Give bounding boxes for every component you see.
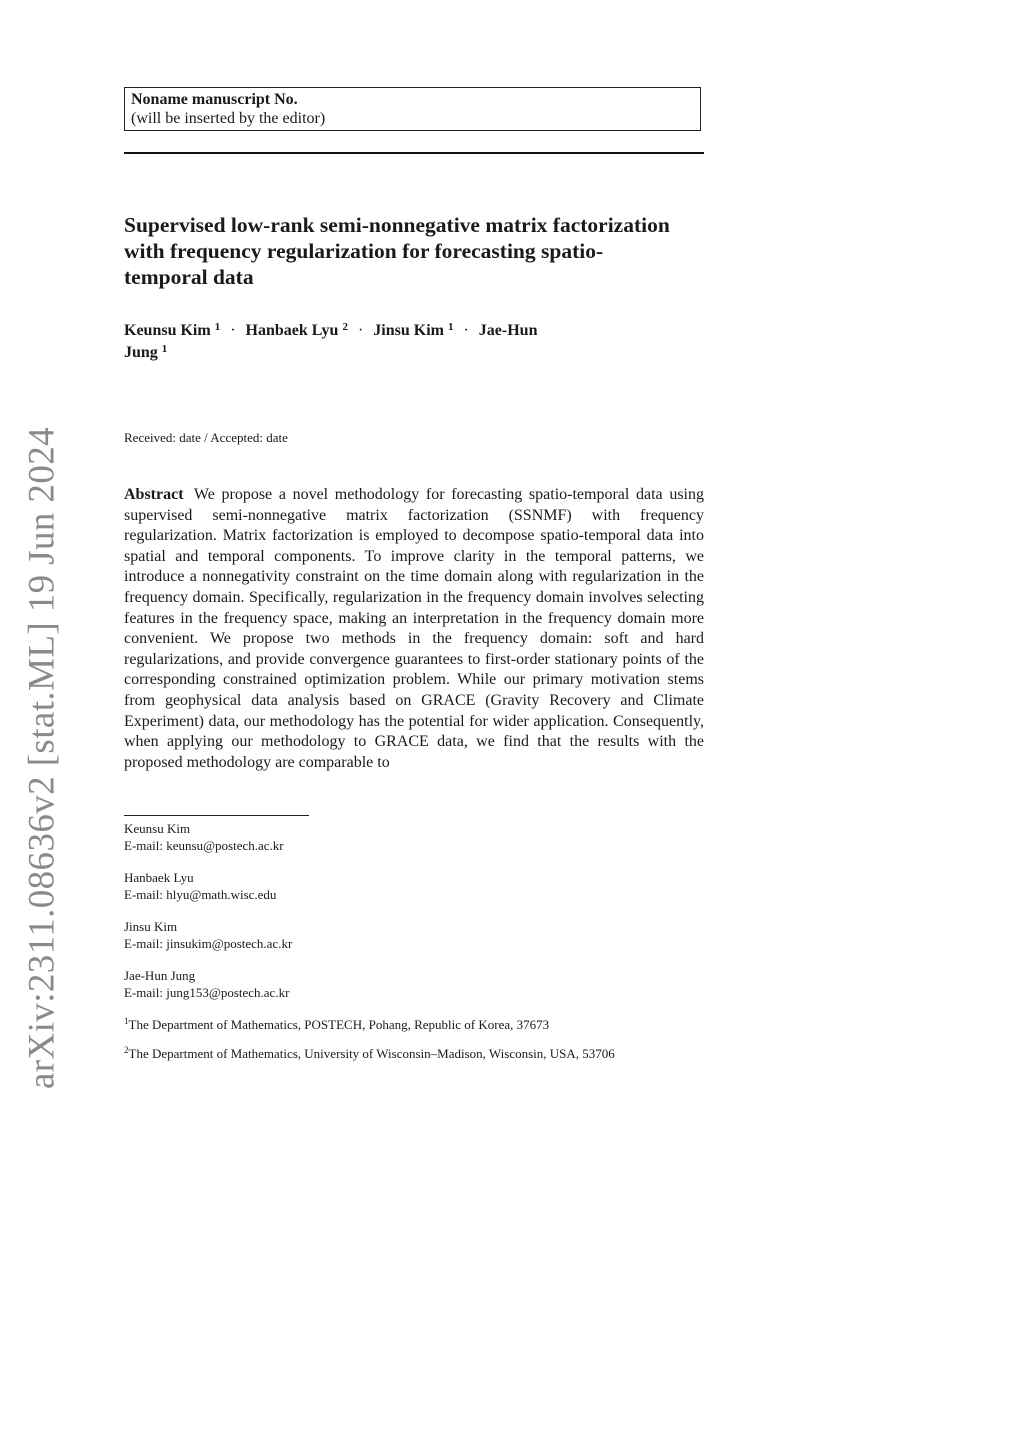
manuscript-label: Noname manuscript No. [131,91,298,108]
contact-name: Keunsu Kim [124,821,191,836]
abstract [124,485,704,773]
author-separator: · [463,322,469,339]
affiliation-number: 1 [124,1016,129,1026]
author-name: Jae-Hun Jung [124,322,538,361]
contact-entry [124,919,704,952]
affiliation-text: The Department of Mathematics, University of Wisconsin–Madison, Wisconsin, USA, 53706 [128,1045,615,1061]
contact-entry [124,821,704,854]
author-separator: · [357,322,364,339]
contact-name: Jinsu Kim [124,919,178,934]
abstract-heading: Abstract [124,486,184,503]
header-rule [124,152,704,154]
contact-email: E-mail: jinsukim@postech.ac.kr [124,935,293,951]
contact-email: E-mail: jung153@postech.ac.kr [124,984,290,1000]
arxiv-identifier: arXiv:2311.08636v2 [stat.ML] 19 Jun 2024 [21,426,63,1090]
affiliation-text: The Department of Mathematics, POSTECH, Pohang, Republic of Korea, 37673 [128,1017,550,1032]
author-affil-marker: 1 [214,321,221,333]
affiliation [124,1046,704,1063]
author-separator: · [230,322,236,339]
author-name: Jinsu Kim [373,322,444,339]
footnotes [124,821,704,1074]
author-affil-marker: 1 [161,343,168,355]
affiliation-number: 2 [124,1044,129,1055]
author-list [124,320,544,364]
contact-entry [124,968,704,1001]
author-name: Keunsu Kim [124,322,211,339]
received-date: Received: date / Accepted: date [124,430,288,445]
author-name: Hanbaek Lyu [245,322,339,339]
contact-name: Jae-Hun Jung [124,968,196,983]
paper-title: Supervised low-rank semi-nonnegative matrix factorization with frequency regularization for forecasting spatio-temporal data [124,213,670,289]
contact-name: Hanbaek Lyu [124,870,194,885]
manuscript-header-box [124,87,701,131]
contact-email: E-mail: hlyu@math.wisc.edu [124,886,277,902]
abstract-text: We propose a novel methodology for forecasting spatio-temporal data using supervised semi-nonnegative matrix factorization (SSNMF) with frequency regularization. Matrix factorization is employed to decompose spatio-temporal data into spatial and temporal components. To improve clarity in the temporal patterns, we introduce a nonnegativity constraint on the time domain along with regularization in the frequency domain. Specifically, regularization in the frequency domain involves selecting features in the frequency space, making an interpretation in the frequency domain more convenient. We propose two methods in the frequency domain: soft and hard regularizations, and provide convergence guarantees to first-order stationary points of the corresponding constrained optimization problem. While our primary motivation stems from geophysical data analysis based on GRACE (Gravity Recovery and Climate Experiment) data, our methodology has the potential for wider application. Consequently, when applying our methodology to GRACE data, we find that the results with the proposed methodology are comparable to [124,486,704,771]
editor-note: (will be inserted by the editor) [131,110,326,127]
contact-email: E-mail: keunsu@postech.ac.kr [124,837,284,853]
author-affil-marker: 1 [447,321,454,333]
author-affil-marker: 2 [342,321,348,333]
contact-entry [124,870,704,903]
affiliation [124,1017,704,1034]
footnote-rule [124,815,309,816]
